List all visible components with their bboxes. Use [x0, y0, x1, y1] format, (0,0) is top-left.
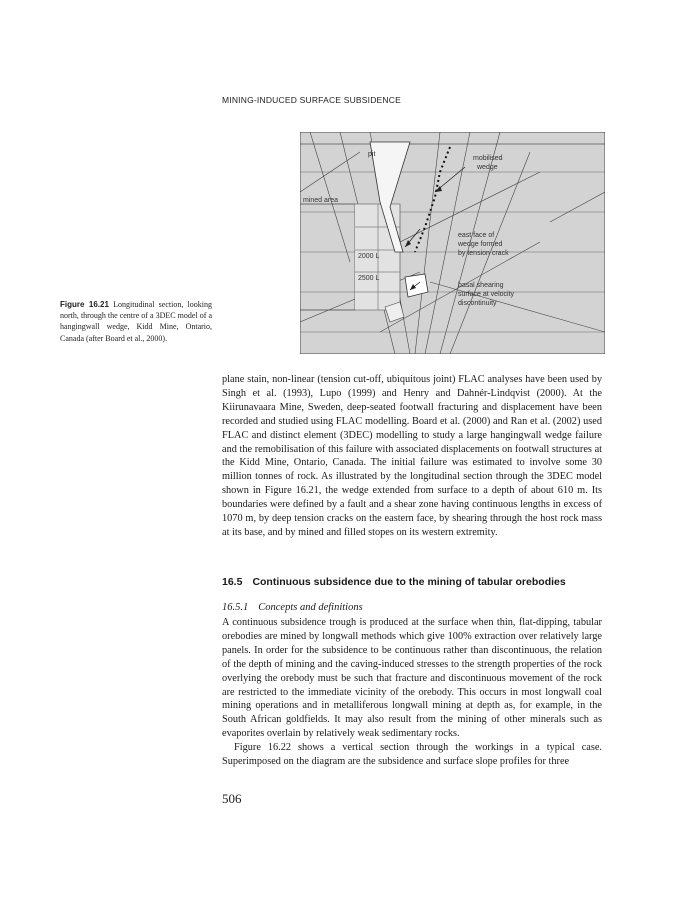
subsection-number: 16.5.1: [222, 602, 249, 613]
subsection-title: Concepts and definitions: [258, 602, 363, 613]
label-basal-shearing: basal shearing surface at velocity discontinuity: [458, 282, 515, 307]
page-number: 506: [222, 791, 242, 806]
subsection-heading: [222, 602, 602, 613]
section-heading: [222, 576, 602, 588]
figure-caption-text: Longitudinal section, looking north, through the centre of a 3DEC model of a hangingwall wedge, Kidd Mine, Ontario, Canada (after Board et al., 2000).: [60, 300, 212, 343]
paragraph-text: A continuous subsidence trough is produced at the surface when thin, flat-dipping, tabular orebodies are mined by longwall methods which give 100% extraction over relatively large panels. In order for the subsidence to be continuous rather than discontinuous, the relation of the depth of mining and the caving-induced stresses to the strength properties of the rock overlying the orebody must be such that fracture and discontinuous movement of the rock are restricted to the immediate vicinity of the orebody. This occurs in most longwall coal mining operations and in metalliferous longwall mining at depth as, for example, in the South African goldfields. It may also result from the mining of other minerals such as evaporites overlain by relatively weak sedimentary rocks.: [222, 617, 602, 740]
body-paragraph-1: [222, 373, 602, 540]
label-2500-level: 2500 L: [358, 275, 380, 282]
figure-caption-label: Figure 16.21: [60, 300, 109, 309]
section-number: 16.5: [222, 576, 243, 588]
label-mobilised-wedge: mobilised wedge: [473, 155, 503, 171]
label-pit: pit: [368, 151, 376, 158]
label-mined-area: mined area: [303, 197, 339, 204]
figure-caption: [60, 299, 212, 344]
paragraph-text: plane stain, non-linear (tension cut-off, ubiquitous joint) FLAC analyses have been used by Singh et al. (1993), Lupo (1999) and Henry and Dahnér-Lindqvist (2000). At the Kiirunavaara Mine, Sweden, deep-seated footwall fracturing and displacement have been recorded and studied using FLAC modelling. Board et al. (2000) and Ran et al. (2002) used FLAC and distinct element (3DEC) modelling to study a large hangingwall wedge failure and the remobilisation of this failure with associated displacements on footwall structures at the Kidd Mine, Ontario, Canada. The initial failure was estimated to involve some 30 million tonnes of rock. As illustrated by the longitudinal section through the 3DEC model shown in Figure 16.21, the wedge extended from surface to a depth of about 610 m. Its boundaries were defined by a fault and a shear zone having continuous lengths in excess of 1070 m, by deep tension cracks on the eastern face, by shearing through the host rock mass at its base, and by mined and filled stopes on its western extremity.: [222, 374, 602, 538]
section-title: Continuous subsidence due to the mining of tabular orebodies: [252, 576, 566, 588]
body-paragraphs-section: [222, 616, 602, 769]
label-2000-level: 2000 L: [358, 253, 380, 260]
longitudinal-section-diagram: [300, 132, 605, 354]
paragraph-text: Figure 16.22 shows a vertical section through the workings in a typical case. Superimposed on the diagram are the subsidence and surface slope profiles for three: [222, 742, 602, 768]
figure-16-21: [300, 132, 605, 354]
running-head: MINING-INDUCED SURFACE SUBSIDENCE: [222, 95, 401, 105]
label-east-face: east face of wedge formed by tension crack: [458, 232, 509, 257]
